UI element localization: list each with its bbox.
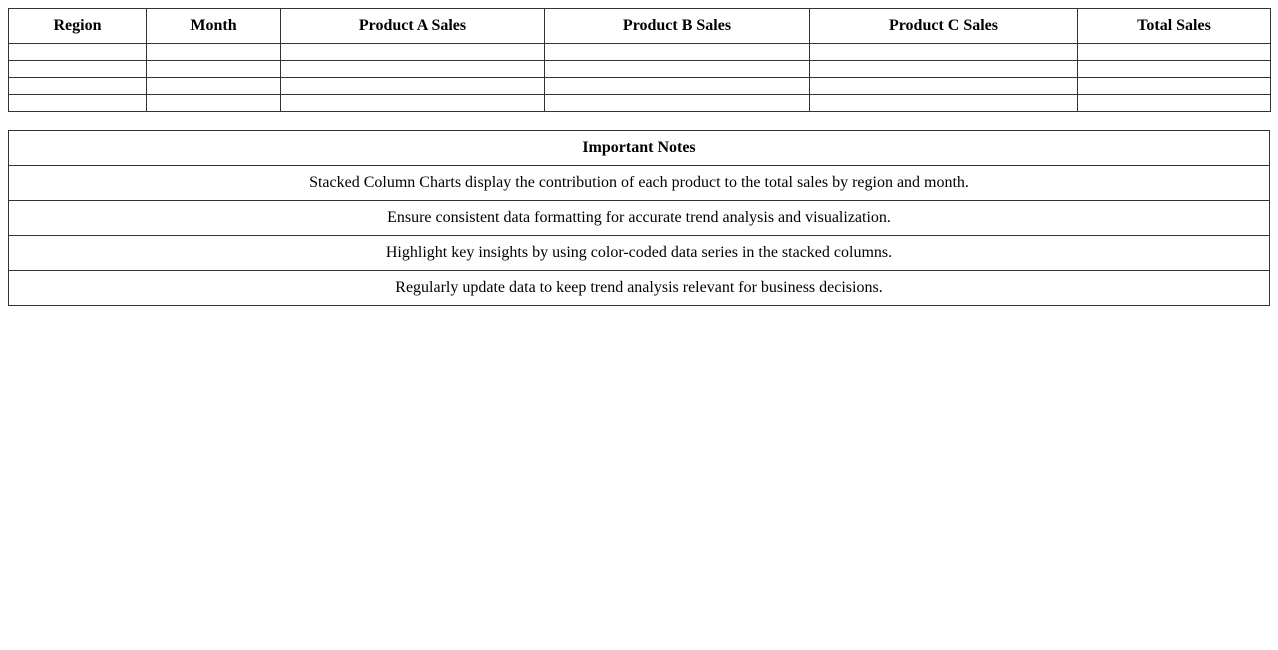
table-row	[9, 44, 1271, 61]
note-text: Stacked Column Charts display the contribution of each product to the total sales by region and month.	[9, 166, 1270, 201]
table-cell[interactable]	[147, 95, 281, 112]
table-cell[interactable]	[147, 44, 281, 61]
table-row	[9, 78, 1271, 95]
table-cell[interactable]	[545, 61, 810, 78]
table-cell[interactable]	[281, 61, 545, 78]
note-text: Ensure consistent data formatting for accurate trend analysis and visualization.	[9, 201, 1270, 236]
table-cell[interactable]	[810, 44, 1078, 61]
column-header-region[interactable]: Region	[9, 9, 147, 44]
notes-header-row	[9, 131, 1270, 166]
table-cell[interactable]	[9, 44, 147, 61]
note-text: Regularly update data to keep trend analysis relevant for business decisions.	[9, 271, 1270, 306]
column-header-month[interactable]: Month	[147, 9, 281, 44]
column-header-product-a-sales[interactable]: Product A Sales	[281, 9, 545, 44]
notes-table	[8, 130, 1270, 306]
table-cell[interactable]	[281, 78, 545, 95]
table-cell[interactable]	[281, 95, 545, 112]
table-cell[interactable]	[545, 44, 810, 61]
table-row	[9, 61, 1271, 78]
column-header-total-sales[interactable]: Total Sales	[1078, 9, 1271, 44]
table-cell[interactable]	[545, 95, 810, 112]
table-cell[interactable]	[1078, 95, 1271, 112]
note-row	[9, 236, 1270, 271]
sales-table	[8, 8, 1271, 112]
table-cell[interactable]	[9, 95, 147, 112]
table-cell[interactable]	[1078, 61, 1271, 78]
note-text: Highlight key insights by using color-coded data series in the stacked columns.	[9, 236, 1270, 271]
table-cell[interactable]	[810, 95, 1078, 112]
column-header-product-c-sales[interactable]: Product C Sales	[810, 9, 1078, 44]
table-cell[interactable]	[9, 61, 147, 78]
table-cell[interactable]	[281, 44, 545, 61]
table-cell[interactable]	[147, 61, 281, 78]
table-cell[interactable]	[810, 78, 1078, 95]
note-row	[9, 271, 1270, 306]
table-cell[interactable]	[147, 78, 281, 95]
column-header-product-b-sales[interactable]: Product B Sales	[545, 9, 810, 44]
table-cell[interactable]	[545, 78, 810, 95]
notes-title: Important Notes	[9, 131, 1270, 166]
table-cell[interactable]	[810, 61, 1078, 78]
table-row	[9, 95, 1271, 112]
table-cell[interactable]	[9, 78, 147, 95]
note-row	[9, 201, 1270, 236]
table-cell[interactable]	[1078, 44, 1271, 61]
note-row	[9, 166, 1270, 201]
sales-table-header-row	[9, 9, 1271, 44]
table-cell[interactable]	[1078, 78, 1271, 95]
